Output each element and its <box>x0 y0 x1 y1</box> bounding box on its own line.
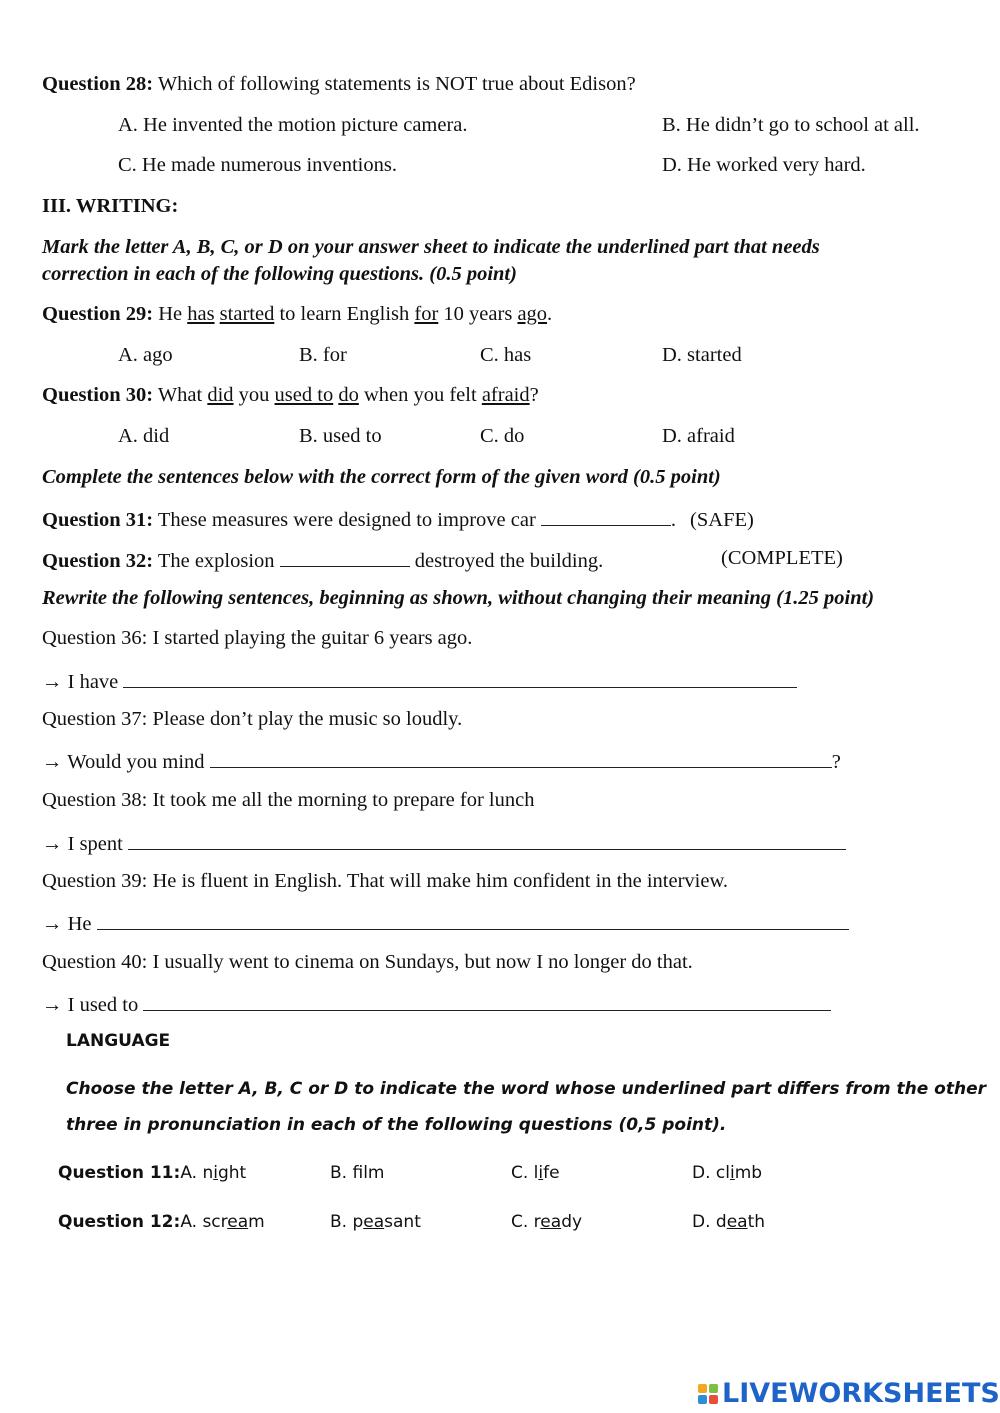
underlined-part-has: has <box>187 303 215 325</box>
option-text: ght <box>217 1163 247 1183</box>
q28-option-a[interactable]: A. He invented the motion picture camera. <box>118 114 468 136</box>
option-text: D. cl <box>692 1163 730 1183</box>
rewrite-question-38: Question 38: It took me all the morning to prepare for lunch <box>42 789 535 811</box>
question-12 <box>58 1214 265 1231</box>
q11-option-c[interactable] <box>511 1165 560 1182</box>
q28-option-b[interactable]: B. He didn’t go to school at all. <box>662 114 920 136</box>
option-text: A. n <box>180 1163 214 1183</box>
answer-blank[interactable] <box>280 548 410 567</box>
answer-blank[interactable] <box>97 911 849 930</box>
answer-blank[interactable] <box>123 669 797 688</box>
q28-option-d[interactable]: D. He worked very hard. <box>662 154 866 176</box>
underlined-letters: i <box>213 1163 218 1183</box>
rewrite-answer-37 <box>42 749 841 773</box>
answer-blank[interactable] <box>210 749 832 768</box>
underlined-part-used-to: used to <box>274 384 334 406</box>
rewrite-answer-40 <box>42 992 831 1016</box>
underlined-part-did: did <box>207 384 234 406</box>
rewrite-question-40: Question 40: I usually went to cinema on Sundays, but now I no longer do that. <box>42 951 693 973</box>
language-instruction-line1: Choose the letter A, B, C or D to indicate the word whose underlined part differs from the other <box>66 1079 986 1099</box>
writing-heading: III. WRITING: <box>42 195 179 217</box>
q30-option-a[interactable]: A. did <box>118 425 170 447</box>
rewrite-answer-38 <box>42 831 846 855</box>
question-label: Question 31: <box>42 509 154 531</box>
q28-option-c[interactable]: C. He made numerous inventions. <box>118 154 397 176</box>
option-text: C. l <box>511 1163 539 1183</box>
q11-option-a[interactable] <box>180 1163 246 1183</box>
word-hint: (COMPLETE) <box>721 547 843 569</box>
writing-instruction-line2: correction in each of the following questions. (0.5 point) <box>42 263 517 285</box>
q12-option-d[interactable] <box>692 1214 765 1231</box>
underlined-part-started: started <box>219 303 275 325</box>
answer-start: → I have <box>42 671 124 693</box>
rewrite-question-39: Question 39: He is fluent in English. That will make him confident in the interview. <box>42 870 729 892</box>
underlined-part-for: for <box>414 303 439 325</box>
underlined-letters: i <box>729 1163 735 1183</box>
word-hint: (SAFE) <box>690 509 754 531</box>
rewrite-answer-39 <box>42 911 849 935</box>
option-text: B. f <box>330 1163 364 1183</box>
underlined-part-ago: ago <box>517 303 548 325</box>
rewrite-answer-36 <box>42 669 797 693</box>
q12-option-a[interactable] <box>180 1212 264 1232</box>
question-29 <box>42 304 552 325</box>
option-text: B. p <box>330 1212 364 1232</box>
option-text: C. r <box>511 1212 541 1232</box>
option-text: D. d <box>692 1212 727 1232</box>
answer-blank[interactable] <box>128 831 846 850</box>
question-text-2: destroyed the building. <box>409 550 604 572</box>
text-part: He <box>153 303 188 325</box>
underlined-letters: ea <box>726 1212 748 1232</box>
question-text: These measures were designed to improve car <box>153 509 541 531</box>
answer-blank[interactable] <box>541 507 671 526</box>
question-text: Which of following statements is NOT true about Edison? <box>153 73 636 95</box>
q29-option-d[interactable]: D. started <box>662 344 742 366</box>
answer-end: ? <box>831 751 841 773</box>
watermark-text: LIVEWORKSHEETS <box>722 1378 1000 1409</box>
q12-option-b[interactable] <box>330 1214 421 1231</box>
rewrite-question-37: Question 37: Please don’t play the music so loudly. <box>42 708 463 730</box>
q11-option-b[interactable] <box>330 1165 384 1182</box>
q29-option-a[interactable]: A. ago <box>118 344 173 366</box>
language-heading: LANGUAGE <box>66 1031 171 1051</box>
option-text: mb <box>734 1163 763 1183</box>
answer-start: → I spent <box>42 833 128 855</box>
option-text: m <box>248 1212 265 1232</box>
q29-option-c[interactable]: C. has <box>480 344 532 366</box>
q30-option-d[interactable]: D. afraid <box>662 425 735 447</box>
text-part: 10 years <box>438 303 518 325</box>
rewrite-question-36: Question 36: I started playing the guitar 6 years ago. <box>42 627 473 649</box>
text-part: you <box>233 384 275 406</box>
question-31 <box>42 507 754 531</box>
text-part: when you felt <box>358 384 482 406</box>
answer-start: → Would you mind <box>42 751 210 773</box>
question-label: Question 30: <box>42 384 154 406</box>
question-end: . <box>670 509 677 531</box>
q12-option-c[interactable] <box>511 1214 582 1231</box>
question-text: The explosion <box>153 550 280 572</box>
rewrite-instruction: Rewrite the following sentences, beginning as shown, without changing their meaning (1.25 point) <box>42 587 875 609</box>
question-32 <box>42 548 603 572</box>
liveworksheets-logo-icon <box>698 1384 718 1404</box>
question-28 <box>42 74 636 95</box>
question-label: Question 11: <box>58 1163 181 1183</box>
underlined-letters: ea <box>227 1212 249 1232</box>
text-part: . <box>547 303 553 325</box>
option-text: dy <box>561 1212 583 1232</box>
language-instruction-line2: three in pronunciation in each of the following questions (0,5 point). <box>66 1115 727 1135</box>
word-form-instruction: Complete the sentences below with the correct form of the given word (0.5 point) <box>42 466 721 488</box>
underlined-letters: ea <box>540 1212 562 1232</box>
underlined-part-do: do <box>338 384 359 406</box>
q30-option-c[interactable]: C. do <box>480 425 525 447</box>
option-text: fe <box>543 1163 560 1183</box>
option-text: A. scr <box>180 1212 228 1232</box>
answer-start: → He <box>42 913 97 935</box>
text-part: to learn English <box>274 303 415 325</box>
question-label: Question 32: <box>42 550 154 572</box>
option-text: th <box>747 1212 766 1232</box>
liveworksheets-watermark <box>698 1378 1000 1409</box>
q29-option-b[interactable]: B. for <box>299 344 347 366</box>
answer-start: → I used to <box>42 994 144 1016</box>
question-label: Question 28: <box>42 73 154 95</box>
option-text: lm <box>363 1163 385 1183</box>
question-30 <box>42 385 539 406</box>
text-part: What <box>153 384 208 406</box>
underlined-letters: ea <box>363 1212 385 1232</box>
q30-option-b[interactable]: B. used to <box>299 425 382 447</box>
underlined-part-afraid: afraid <box>481 384 530 406</box>
option-text: sant <box>384 1212 421 1232</box>
q11-option-d[interactable] <box>692 1165 762 1182</box>
underlined-letters: i <box>538 1163 544 1183</box>
writing-instruction-line1: Mark the letter A, B, C, or D on your answer sheet to indicate the underlined part that needs <box>42 236 820 258</box>
question-11 <box>58 1165 246 1182</box>
question-label: Question 29: <box>42 303 154 325</box>
text-part: ? <box>529 384 539 406</box>
answer-blank[interactable] <box>143 992 831 1011</box>
question-label: Question 12: <box>58 1212 181 1232</box>
